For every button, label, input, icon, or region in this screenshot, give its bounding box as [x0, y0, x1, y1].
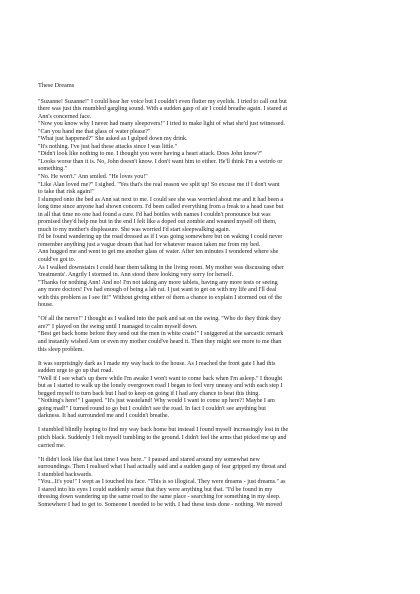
text-line: carried me. — [38, 442, 66, 449]
text-line: 'treatments'. Angrily I stormed in. Ann stood there looking very sorry for herself. — [38, 272, 234, 279]
text-line: I stumbled blindly hoping to find my way back home but instead I found myself increasingly lost in the — [38, 427, 289, 434]
text-line: Somewhere I had to get to. Someone I needed to be with. I had these tests done - nothing. We moved — [38, 501, 283, 508]
text-line: "Now you know why I never had many sleepovers!" I tried to make light of what she'd just witnessed. — [38, 121, 286, 128]
text-line: It was surprisingly dark as I made my way back to the house. As I reached the front gate I had this — [38, 360, 276, 367]
paragraph — [38, 361, 384, 421]
text-line: "Suzanne! Suzanne!" I could hear her voice but I couldn't even flutter my eyelids. I tried to call out but — [38, 98, 287, 105]
text-line: I slumped onto the bed as Ann sat next to me. I could see she was worried about me and it had been a — [38, 196, 284, 203]
document-body — [38, 82, 384, 509]
text-line: going mad!" I turned round to go but I couldn't see the road. In fact I couldn't see anything but — [38, 405, 266, 412]
text-line: "Like Alan loved me?" I sighed. "Yes that's the real reason we split up! So excuse me if I don't want — [38, 181, 280, 188]
text-line: pitch black. Suddenly I felt myself tumbling to the ground. I didn't feel the arms that picked me up and — [38, 435, 287, 442]
document-title: These Dreams — [38, 82, 75, 89]
text-line: I'd be found wandering up the road dressed as if I was going somewhere but on waking I could never — [38, 234, 283, 241]
text-line: house. — [38, 302, 54, 309]
text-line: any more doctors! I've had enough of being a lab rat. I just want to get on with my life and I'll deal — [38, 287, 277, 294]
text-line: with this problem as I see fit!" Without giving either of them a chance to explain I stormed out of the — [38, 294, 282, 301]
text-line: As I walked downstairs I could hear them talking in the living room. My mother was discussing other — [38, 264, 284, 271]
text-line: "Best get back home before they send out the men in white coats!" I sniggered at the sarcastic remark — [38, 331, 284, 338]
text-line: Ann's concerned face. — [38, 113, 92, 120]
text-line: darkness. It had surrounded me and I couldn't breathe. — [38, 413, 170, 420]
paragraph — [38, 316, 384, 354]
paragraph — [38, 99, 384, 310]
text-line: long time since anyone had shown concern. I'd been called everything from a freak to a head case but — [38, 204, 284, 211]
text-line: I stumbled backwards. — [38, 471, 93, 478]
text-line: "It didn't look like that last time I was here.." I paused and stared around my somewhat new — [38, 456, 260, 463]
text-line: but as I started to walk up the lonely overgrown road I began to feel very uneasy and with each step I — [38, 383, 283, 390]
text-line: sudden urge to go up that road. — [38, 368, 113, 375]
paragraph — [38, 457, 384, 510]
text-line: dressing down wandering up the same road to the same place - searching for something in my sleep. — [38, 494, 281, 501]
text-line: I stared into his eyes I could suddenly sense that they were anything but that. "I'd be found in my — [38, 486, 273, 493]
paragraph — [38, 427, 384, 450]
text-line: "What just happened?" She asked as I gulped down my drink. — [38, 136, 188, 143]
text-line: "You...It's you!" I wept as I touched his face. "This is so illogical. They were dreams - just dreams." as — [38, 479, 286, 486]
text-line: "Didn't look like nothing to me. I thought you were having a heart attack. Does John know?" — [38, 151, 263, 158]
text-line: this sleep problem. — [38, 346, 84, 353]
text-line: are?" I played on the swing until I managed to calm myself down. — [38, 323, 198, 330]
text-line: begged myself to turn back but I had to keep on going if I had any chance to beat this thing. — [38, 390, 260, 397]
text-line: and instantly wished Ann or even my mother could've heard it. Then they might see more to me than — [38, 339, 282, 345]
text-line: "It's nothing. I've just had these attacks since I was little." — [38, 143, 178, 150]
text-line: could've got to. — [38, 257, 76, 264]
text-line: "Well if I see what's up there while I'm awake I won't want to come back when I'm asleep." I thought — [38, 375, 283, 382]
text-line: "Looks worse than it is. No, John doesn't know. I don't want him to either. He'll think I'm a weirdo or — [38, 158, 283, 165]
text-line: surroundings. Then I realised what I had actually said and a sudden gasp of fear gripped my throat and — [38, 464, 286, 471]
text-line: in all that time no one had found a cure. I'd had bottles with names I couldn't pronounce but was — [38, 211, 271, 218]
text-line: much to my mother's displeasure. She was worried I'd start sleepwalking again. — [38, 226, 231, 233]
text-line: "Thanks for nothing Ann! And no! I'm not taking any more tablets, having any more tests or seeing — [38, 279, 278, 286]
text-line: "Nothing's here!" I gasped. "It's just wasteland! Why would I want to come up here?! Maybe I am — [38, 398, 275, 405]
text-line: something." — [38, 166, 68, 173]
text-line: there was just this mumbled gargling sound. With a sudden gasp of air I could breathe again. I stared at — [38, 106, 288, 113]
text-line: promised they'd help me but in the end I felt like a doped out zombie and weaned myself off them, — [38, 219, 277, 226]
text-line: "Can you hand me that glass of water please?" — [38, 128, 151, 135]
document-paragraphs — [38, 99, 384, 510]
text-line: remember anything just a vague dream that had for whatever reason taken me from my bed. — [38, 241, 261, 248]
text-line: to take that risk again!" — [38, 189, 95, 196]
text-line: "No. He won't." Ann smiled. "He loves you!" — [38, 174, 148, 181]
text-line: "Of all the nerve!" I thought as I walked into the park and sat on the swing. "Who do they think they — [38, 316, 281, 323]
text-line: Ann hugged me and went to get me another glass of water. After ten minutes I wondered where she — [38, 249, 279, 256]
